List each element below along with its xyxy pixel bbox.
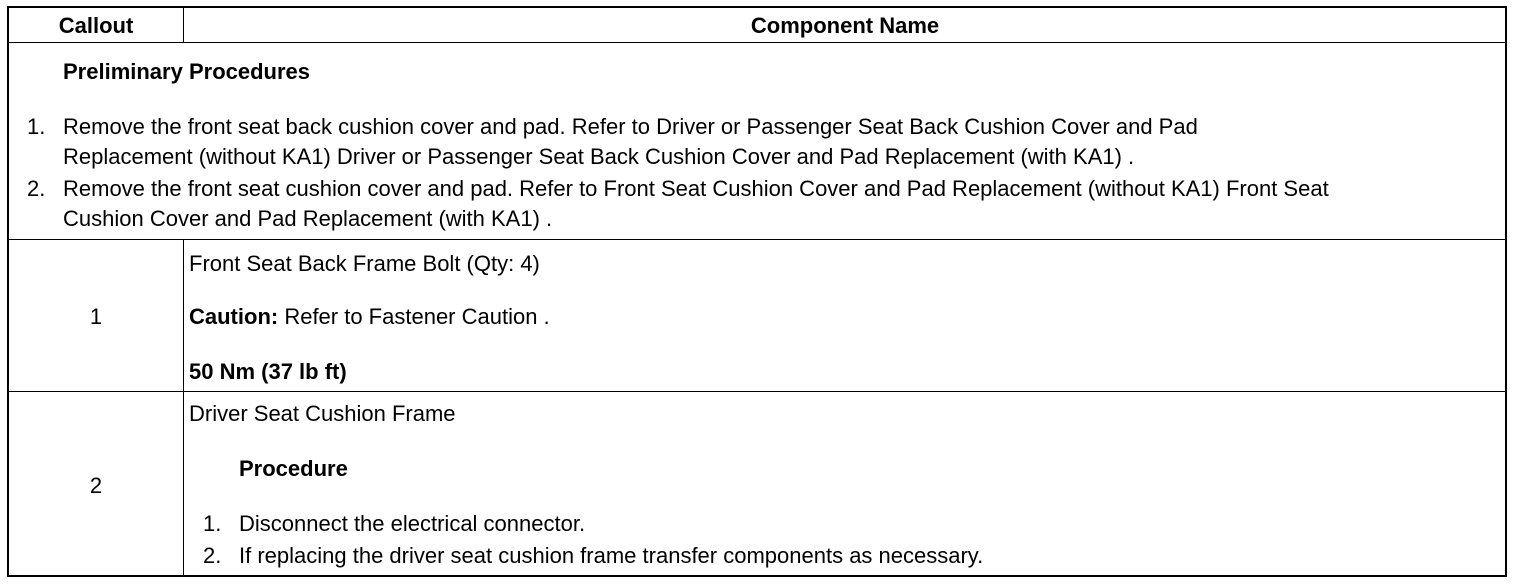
- procedure-table: [7, 6, 1507, 577]
- component-name-header: Component Name: [750, 13, 940, 38]
- preliminary-step-1-line-1: Remove the front seat back cushion cover and pad. Refer to Driver or Passenger Seat Back Cushion Cover and Pad: [63, 114, 1198, 139]
- row-1-callout: 1: [89, 304, 103, 329]
- row-2-callout: 2: [89, 473, 103, 498]
- preliminary-divider: [9, 239, 1505, 240]
- header-column-divider: [183, 8, 184, 42]
- row-2-step-2-text: If replacing the driver seat cushion frame transfer components as necessary.: [239, 543, 984, 568]
- row-2-step-1-number: 1.: [203, 511, 222, 536]
- caution-text: Refer to Fastener Caution .: [278, 304, 550, 329]
- row-2-step-1-text: Disconnect the electrical connector.: [239, 511, 586, 536]
- row-2-procedure-title: Procedure: [239, 456, 348, 481]
- caution-label: Caution:: [189, 304, 279, 329]
- preliminary-step-2-line-2: Cushion Cover and Pad Replacement (with KA1) .: [63, 206, 553, 231]
- preliminary-step-1-line-2: Replacement (without KA1) Driver or Passenger Seat Back Cushion Cover and Pad Replacement (with KA1) .: [63, 144, 1135, 169]
- preliminary-title: Preliminary Procedures: [63, 59, 311, 84]
- row-2-step-2-number: 2.: [203, 543, 222, 568]
- row1-divider: [9, 391, 1505, 392]
- row-2-component-name: Driver Seat Cushion Frame: [189, 401, 456, 426]
- header-divider: [9, 42, 1505, 43]
- row-1-component-name: Front Seat Back Frame Bolt (Qty: 4): [189, 251, 540, 276]
- body-column-divider: [183, 239, 184, 577]
- preliminary-step-2-line-1: Remove the front seat cushion cover and pad. Refer to Front Seat Cushion Cover and Pad Replacement (without KA1) Front Seat: [63, 176, 1329, 201]
- row-1-torque: 50 Nm (37 lb ft): [189, 359, 347, 384]
- preliminary-step-1-number: 1.: [27, 114, 46, 139]
- callout-header: Callout: [58, 13, 134, 38]
- preliminary-step-2-number: 2.: [27, 176, 46, 201]
- row-1-caution: [189, 302, 550, 332]
